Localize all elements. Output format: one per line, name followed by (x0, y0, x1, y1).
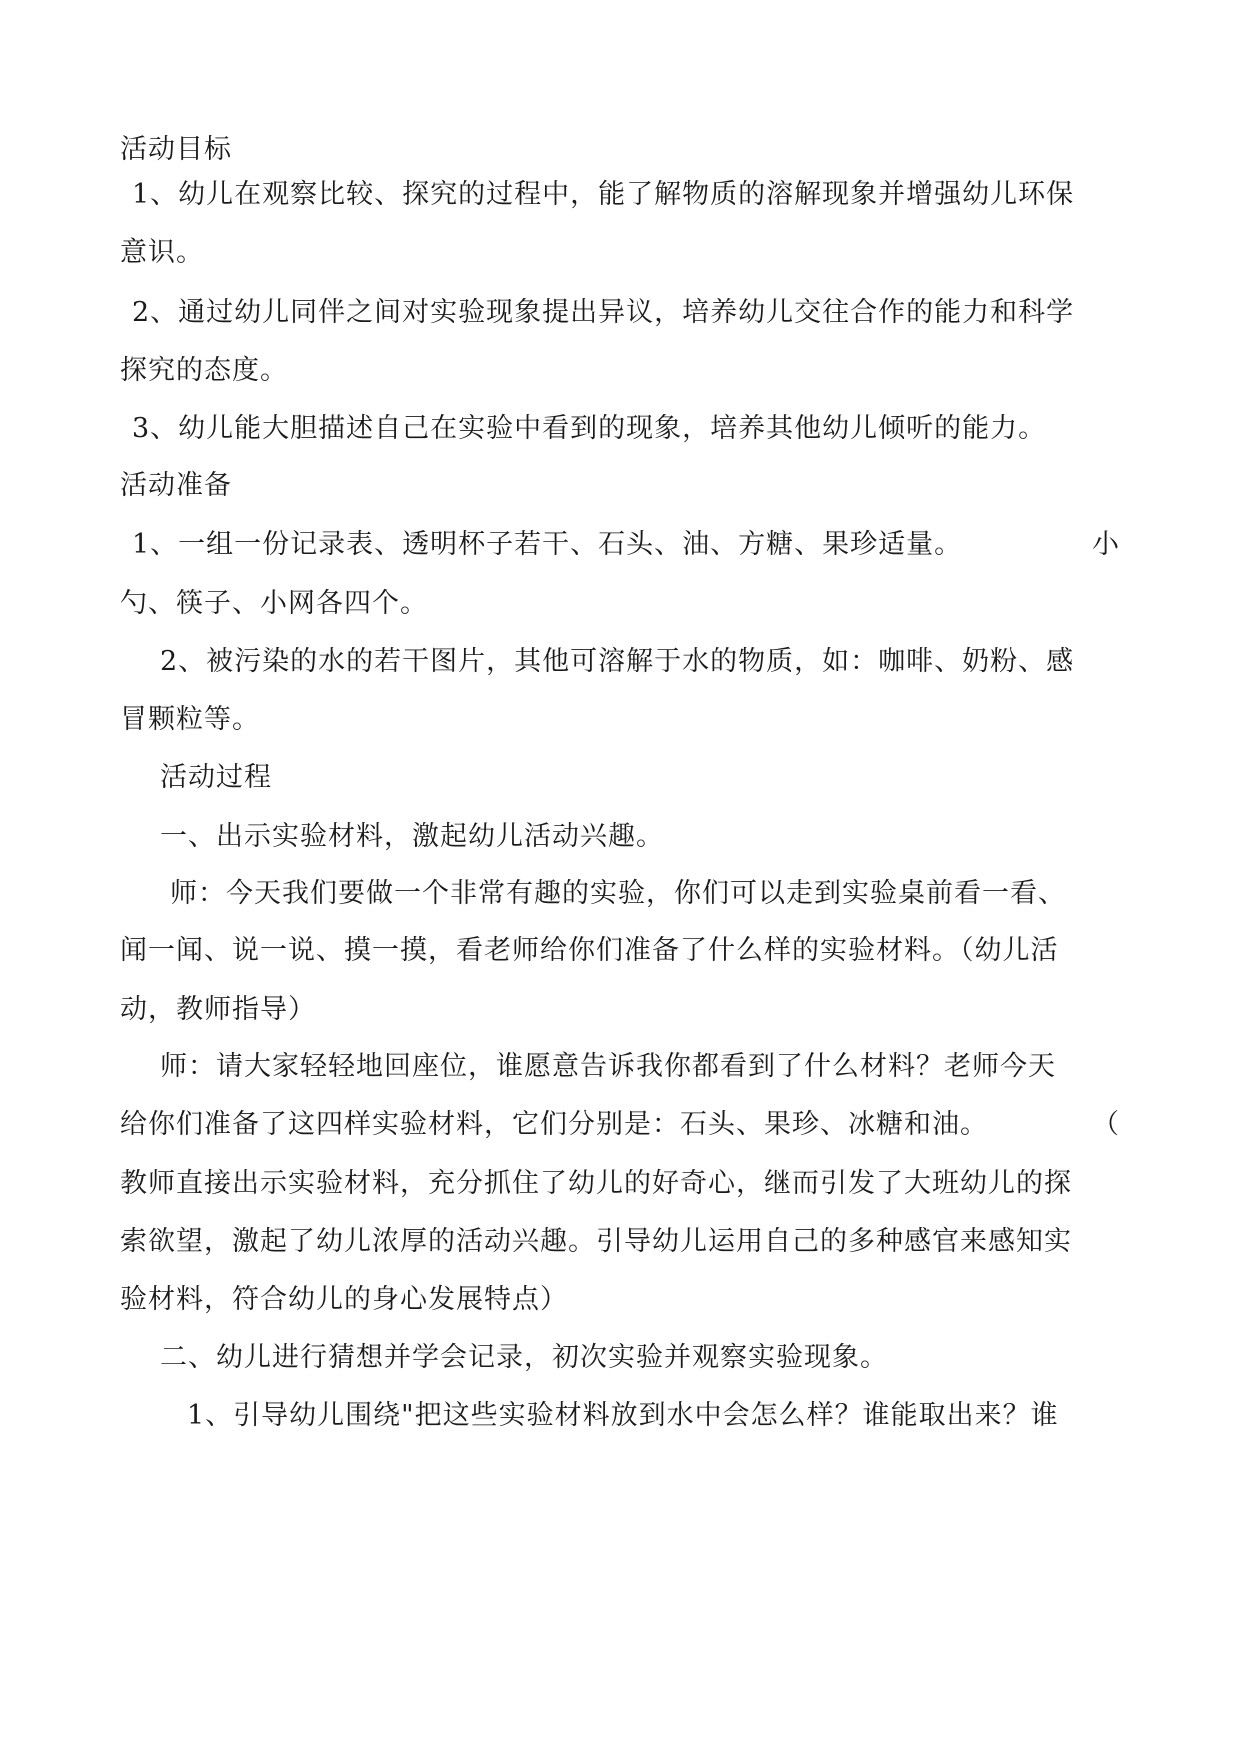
prep-1-line-2: 勺、筷子、小网各四个。 (120, 588, 428, 619)
prep-2-line-2: 冒颗粒等。 (120, 704, 260, 735)
step-2-heading: 二、幼儿进行猜想并学会记录，初次实验并观察实验现象。 (160, 1342, 888, 1373)
paragraph-2-line-3: 教师直接出示实验材料，充分抓住了幼儿的好奇心，继而引发了大班幼儿的探 (120, 1168, 1072, 1199)
section-heading-goals: 活动目标 (120, 134, 232, 165)
paragraph-2-line-2 (120, 1108, 1120, 1142)
paragraph-2-line-2-paren: （ (1092, 1109, 1120, 1140)
prep-2-line-1: 2、被污染的水的若干图片，其他可溶解于水的物质，如：咖啡、奶粉、感 (160, 646, 1075, 677)
paragraph-2-line-1: 师：请大家轻轻地回座位，谁愿意告诉我你都看到了什么材料？老师今天 (160, 1051, 1056, 1082)
goal-3: 3、幼儿能大胆描述自己在实验中看到的现象，培养其他幼儿倾听的能力。 (132, 413, 1047, 444)
prep-1-trailing: 小 (1092, 529, 1120, 560)
step-2-item-1: 1、引导幼儿围绕"把这些实验材料放到水中会怎么样？谁能取出来？谁 (187, 1400, 1059, 1431)
paragraph-2-line-2-text: 给你们准备了这四样实验材料，它们分别是：石头、果珍、冰糖和油。 (120, 1109, 988, 1140)
goal-1-line-2: 意识。 (120, 237, 204, 268)
paragraph-1-line-2: 闻一闻、说一说、摸一摸，看老师给你们准备了什么样的实验材料。（幼儿活 (120, 935, 1059, 966)
section-heading-preparation: 活动准备 (120, 470, 232, 501)
paragraph-2-line-5: 验材料，符合幼儿的身心发展特点） (120, 1284, 568, 1315)
step-1-heading: 一、出示实验材料，激起幼儿活动兴趣。 (160, 821, 664, 852)
goal-1-line-1: 1、幼儿在观察比较、探究的过程中，能了解物质的溶解现象并增强幼儿环保 (132, 179, 1075, 210)
prep-1-line-1 (132, 528, 1120, 562)
goal-2-line-2: 探究的态度。 (120, 355, 288, 386)
paragraph-1-line-3: 动，教师指导） (120, 994, 316, 1025)
section-heading-process: 活动过程 (160, 762, 272, 793)
prep-1-text: 1、一组一份记录表、透明杯子若干、石头、油、方糖、果珍适量。 (132, 529, 963, 560)
goal-2-line-1: 2、通过幼儿同伴之间对实验现象提出异议，培养幼儿交往合作的能力和科学 (132, 297, 1075, 328)
paragraph-1-line-1: 师：今天我们要做一个非常有趣的实验，你们可以走到实验桌前看一看、 (170, 878, 1066, 909)
paragraph-2-line-4: 索欲望，激起了幼儿浓厚的活动兴趣。引导幼儿运用自己的多种感官来感知实 (120, 1226, 1072, 1257)
